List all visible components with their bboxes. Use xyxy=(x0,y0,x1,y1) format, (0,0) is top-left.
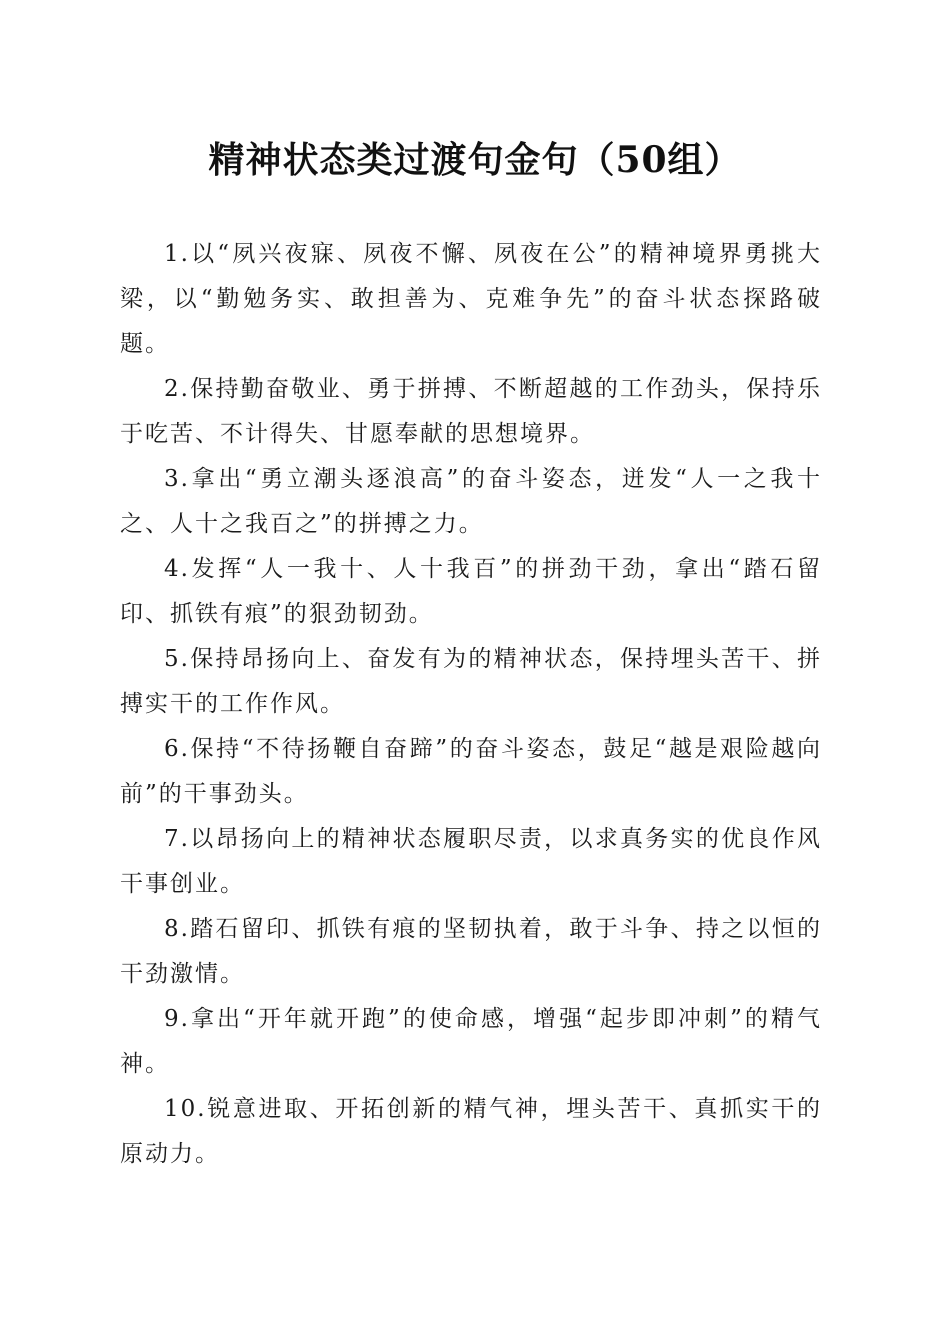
paragraph-4: 4.发挥“人一我十、人十我百”的拼劲干劲，拿出“踏石留印、抓铁有痕”的狠劲韧劲。 xyxy=(120,556,822,627)
paragraph-7: 7.以昂扬向上的精神状态履职尽责，以求真务实的优良作风干事创业。 xyxy=(120,826,822,897)
paragraph-9: 9.拿出“开年就开跑”的使命感，增强“起步即冲刺”的精气神。 xyxy=(120,1006,822,1077)
paragraph-5: 5.保持昂扬向上、奋发有为的精神状态，保持埋头苦干、拼搏实干的工作作风。 xyxy=(120,646,822,717)
paragraph-3: 3.拿出“勇立潮头逐浪高”的奋斗姿态，迸发“人一之我十之、人十之我百之”的拼搏之力。 xyxy=(120,466,822,537)
page-title: 精神状态类过渡句金句（50组） xyxy=(208,139,742,181)
paragraph-1: 1.以“夙兴夜寐、夙夜不懈、夙夜在公”的精神境界勇挑大梁，以“勤勉务实、敢担善为、克难争先”的奋斗状态探路破题。 xyxy=(120,241,822,357)
paragraph-8: 8.踏石留印、抓铁有痕的坚韧执着，敢于斗争、持之以恒的干劲激情。 xyxy=(120,916,822,987)
paragraph-2: 2.保持勤奋敬业、勇于拼搏、不断超越的工作劲头，保持乐于吃苦、不计得失、甘愿奉献的思想境界。 xyxy=(120,376,822,447)
paragraph-10: 10.锐意进取、开拓创新的精气神，埋头苦干、真抓实干的原动力。 xyxy=(120,1096,822,1167)
paragraph-6: 6.保持“不待扬鞭自奋蹄”的奋斗姿态，鼓足“越是艰险越向前”的干事劲头。 xyxy=(120,736,822,807)
document-body xyxy=(120,232,822,1177)
